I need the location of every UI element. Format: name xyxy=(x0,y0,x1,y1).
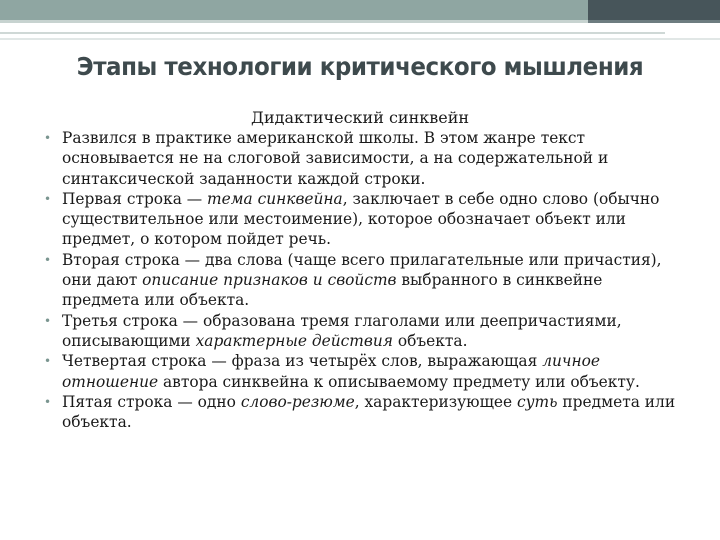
bullet-icon: • xyxy=(44,252,52,267)
emphasis-text: слово-резюме xyxy=(240,392,355,411)
top-bar-accent-line-dark xyxy=(588,20,720,23)
text-run: объекта. xyxy=(392,331,468,350)
list-item xyxy=(44,392,684,433)
list-item-text xyxy=(62,312,622,350)
text-run: выбранного в синквейне предмета или объекта. xyxy=(62,271,603,310)
text-run: , заключает в себе одно слово (обычно существительное или местоимение), которое обозначает объект или предмет, о котором пойдет речь. xyxy=(62,189,660,249)
list-item-text xyxy=(62,251,662,310)
list-item xyxy=(44,128,684,189)
list-item xyxy=(44,351,684,392)
decor-rule-lower xyxy=(0,38,720,40)
list-item xyxy=(44,250,684,311)
emphasis-text: тема синквейна xyxy=(207,189,343,208)
top-bar-dark-segment xyxy=(588,0,720,20)
list-item-text xyxy=(62,190,659,249)
bullet-icon: • xyxy=(44,354,52,369)
text-run: Четвертая строка — фраза из четырёх слов, выражающая xyxy=(62,352,543,371)
decor-rule-upper xyxy=(0,32,665,34)
bullet-icon: • xyxy=(44,313,52,328)
list-item xyxy=(44,311,684,352)
slide-title: Этапы технологии критического мышления xyxy=(76,52,644,81)
bullet-icon: • xyxy=(44,394,52,409)
text-run: автора синквейна к описываемому предмету или объекту. xyxy=(158,372,640,391)
text-run: Пятая строка — одно xyxy=(62,392,241,411)
list-item-text xyxy=(62,393,675,431)
list-item-text xyxy=(62,129,608,188)
list-item xyxy=(44,189,684,250)
top-bar-light-segment xyxy=(0,0,588,20)
text-run: Третья строка — образована тремя глаголами или деепричастиями, описывающими xyxy=(62,311,622,350)
top-decoration-bar xyxy=(0,0,720,26)
top-bar-accent-line xyxy=(0,20,588,23)
slide-subtitle: Дидактический синквейн xyxy=(250,108,470,127)
text-run: , характеризующее xyxy=(354,392,517,411)
text-run: Развился в практике американской школы. В этом жанре текст основывается не на слоговой зависимости, а на содержательной и синтаксической заданности каждой строки. xyxy=(62,129,609,188)
text-run: Первая строка — xyxy=(62,189,208,208)
emphasis-text: суть xyxy=(517,392,558,411)
bullet-icon: • xyxy=(44,191,52,206)
bullet-icon: • xyxy=(44,131,52,145)
text-run: Вторая строка — два слова (чаще всего прилагательные или причастия), они дают xyxy=(62,250,662,290)
list-item-text xyxy=(62,352,640,390)
text-run: предмета или объекта. xyxy=(62,392,676,432)
emphasis-text: личное отношение xyxy=(62,352,601,391)
bullet-list xyxy=(44,128,684,432)
emphasis-text: описание признаков и свойств xyxy=(142,271,397,290)
emphasis-text: характерные действия xyxy=(195,331,393,350)
